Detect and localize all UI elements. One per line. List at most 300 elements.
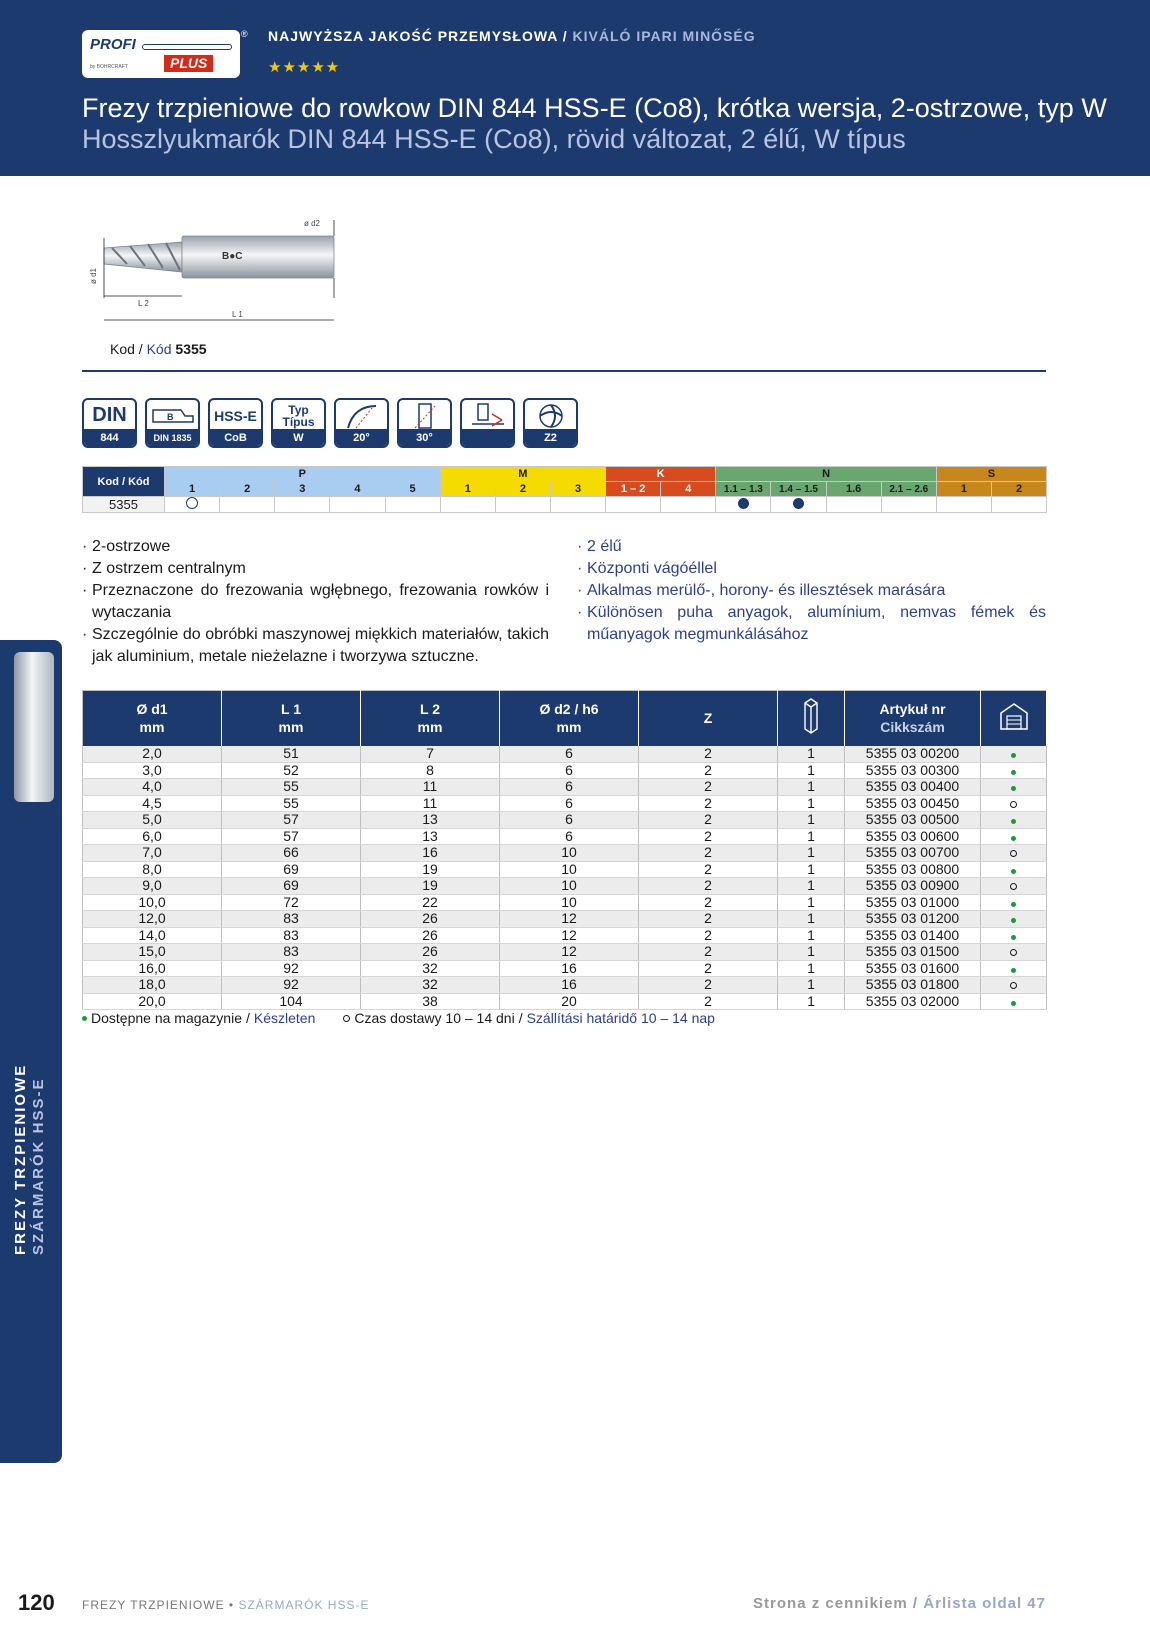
col-l2 [361,691,500,746]
col-stock [981,691,1047,746]
code-label-pl: Kod [110,341,135,357]
cell-d1: 4,5 [83,795,222,812]
cell-d2: 12 [500,927,639,944]
feature-item: · Z ostrzem centralnym [82,558,549,580]
col-d2-label: Ø d2 / h6 [539,701,599,718]
cell-article: 5355 03 01200 [845,911,981,928]
cell-l1: 57 [222,828,361,845]
feature-item: · Szczególnie do obróbki maszynowej miękkich materiałów, takich jak aluminium, metale nieżelazne i tworzywa sztuczne. [82,624,549,668]
col-l2-unit: mm [417,719,443,736]
cell-d1: 7,0 [83,845,222,862]
sub-header: 1 [936,482,991,497]
cell-stock [981,812,1047,829]
flutes-value: Z2 [525,429,576,446]
cell-z: 2 [639,812,778,829]
helix-angle-badge [334,398,389,448]
cell-l1: 55 [222,795,361,812]
cell-d2: 6 [500,828,639,845]
cell-pack: 1 [778,960,845,977]
cell-pack: 1 [778,878,845,895]
col-l1-unit: mm [278,719,304,736]
cell-stock [981,894,1047,911]
page-title-pl: Frezy trzpieniowe do rowkow DIN 844 HSS-E (Co8), krótka wersja, 2-ostrzowe, typ W [82,93,1107,123]
cell-pack: 1 [778,812,845,829]
din-badge-bottom: 844 [84,429,135,446]
cell-d1: 14,0 [83,927,222,944]
cell-pack: 1 [778,828,845,845]
code-label-hu: Kód [146,341,172,357]
end-mill-photo [14,652,54,802]
in-stock-dot-icon [1011,918,1016,923]
cell-d2: 10 [500,878,639,895]
sub-header: 1.6 [826,482,881,497]
tagline-sep: / [557,28,573,44]
shank-badge-bottom: DIN 1835 [147,429,198,446]
section-divider [82,370,1046,372]
logo-plus-text: PLUS [164,55,213,72]
product-code-line [110,341,207,357]
drill-icon [142,44,232,50]
table-row [83,828,1047,845]
suitability-cell [550,497,605,513]
cell-article: 5355 03 00500 [845,812,981,829]
plunge-badge-bottom [462,429,513,446]
cell-pack: 1 [778,762,845,779]
header-banner [0,0,1150,176]
col-d2 [500,691,639,746]
profi-plus-logo [82,30,240,78]
cell-d2: 16 [500,960,639,977]
cell-l2: 38 [361,993,500,1010]
cell-l2: 13 [361,812,500,829]
lead-angle-icon [399,400,450,431]
helix-angle-icon [336,400,387,431]
footer-sep: • [224,1598,239,1612]
cell-d2: 16 [500,977,639,994]
cell-l2: 26 [361,944,500,961]
code-label-sep: / [134,341,147,357]
cell-l1: 92 [222,977,361,994]
cell-l2: 26 [361,927,500,944]
suitability-cell [330,497,385,513]
cell-z: 2 [639,795,778,812]
cell-l2: 16 [361,845,500,862]
cell-z: 2 [639,861,778,878]
feature-item: · Központi vágóéllel [577,558,1046,580]
in-stock-dot-icon [1011,836,1016,841]
feature-item: · 2-ostrzowe [82,536,549,558]
warehouse-icon [999,701,1029,731]
cell-stock [981,911,1047,928]
suitability-cell [716,497,771,513]
cell-stock [981,762,1047,779]
shank-b-icon [147,400,198,431]
tagline [268,28,756,44]
tagline-hu: KIVÁLÓ IPARI MINŐSÉG [572,28,756,44]
material-badge [208,398,263,448]
suitability-cell [936,497,991,513]
cell-d1: 2,0 [83,746,222,763]
cell-article: 5355 03 01400 [845,927,981,944]
in-stock-dot-icon [1011,786,1016,791]
kod-header: Kod / Kód [83,467,165,497]
logo-by-text: by BOHRCRAFT [90,64,128,70]
cell-z: 2 [639,845,778,862]
suitability-cell [495,497,550,513]
legend-sep: / [518,1010,523,1026]
in-stock-dot-icon [1011,1001,1016,1006]
group-n-header: N [716,467,937,482]
table-row [83,762,1047,779]
suitable-dot-icon [793,498,804,509]
suitability-cell [275,497,330,513]
cell-d1: 6,0 [83,828,222,845]
cell-pack: 1 [778,894,845,911]
cell-pack: 1 [778,746,845,763]
sub-header: 2 [495,482,550,497]
suitability-cell [826,497,881,513]
cell-article: 5355 03 00900 [845,878,981,895]
feature-item: · Különösen puha anyagok, alumínium, nemvas fémek és műanyagok megmunkálásához [577,602,1046,646]
page-title-hu: Hosszlyukmarók DIN 844 HSS-E (Co8), rövid változat, 2 élű, W típus [82,124,906,154]
registered-mark: ® [241,29,248,39]
features-list-hu [577,536,1046,646]
cell-l1: 83 [222,944,361,961]
delivery-time-ring-icon [1010,883,1017,890]
cell-stock [981,977,1047,994]
tagline-pl: NAJWYŻSZA JAKOŚĆ PRZEMYSŁOWA [268,28,558,44]
suitability-cell [991,497,1046,513]
table-row [83,993,1047,1010]
label-d2: ø d2 [304,219,321,228]
cell-l1: 69 [222,861,361,878]
price-ref-hu: Árlista oldal 47 [923,1595,1046,1612]
cell-z: 2 [639,746,778,763]
cell-l2: 11 [361,795,500,812]
cell-d2: 10 [500,861,639,878]
suitability-cell [771,497,826,513]
suitability-cell [220,497,275,513]
footer-section-hu: SZÁRMARÓK HSS-E [238,1598,370,1612]
footer-section-pl: FREZY TRZPIENIOWE [82,1598,225,1612]
side-tab-line1: FREZY TRZPIENIOWE [12,1063,29,1255]
cell-l1: 51 [222,746,361,763]
cell-article: 5355 03 01800 [845,977,981,994]
col-l1-label: L 1 [281,701,301,718]
col-pack [778,691,845,746]
cell-stock [981,944,1047,961]
col-l1 [222,691,361,746]
cell-l1: 72 [222,894,361,911]
group-k-header: K [606,467,716,482]
suitability-cell [385,497,440,513]
footer-section [82,1598,369,1612]
col-z: Z [639,691,778,746]
cell-article: 5355 03 00300 [845,762,981,779]
cell-article: 5355 03 01600 [845,960,981,977]
cell-l1: 52 [222,762,361,779]
din-badge [82,398,137,448]
shank-b-label: B [166,411,173,422]
cell-d1: 12,0 [83,911,222,928]
cell-l1: 83 [222,911,361,928]
label-l2: L 2 [138,299,149,308]
cell-z: 2 [639,878,778,895]
legend-out-pl: Czas dostawy 10 – 14 dni [354,1010,515,1026]
cell-d1: 16,0 [83,960,222,977]
cell-l2: 19 [361,861,500,878]
plunge-badge [460,398,515,448]
cell-z: 2 [639,927,778,944]
cell-d2: 12 [500,944,639,961]
cell-l2: 32 [361,960,500,977]
in-stock-dot-icon [1011,902,1016,907]
drawing-brand: B●C [222,251,243,262]
cell-pack: 1 [778,993,845,1010]
cell-pack: 1 [778,795,845,812]
cell-z: 2 [639,911,778,928]
delivery-time-ring-icon [343,1015,350,1022]
sub-header: 2.1 – 2.6 [881,482,936,497]
cell-pack: 1 [778,779,845,796]
features-list-pl [82,536,549,668]
cell-stock [981,993,1047,1010]
cell-d2: 6 [500,779,639,796]
type-badge-bottom: W [273,429,324,446]
side-tab-line2: SZÁRMARÓK HSS-E [30,1077,47,1255]
lead-angle-value: 30° [399,429,450,446]
stock-legend [82,1010,715,1026]
cell-l2: 8 [361,762,500,779]
table-row [83,779,1047,796]
legend-out-hu: Szállítási határidő 10 – 14 nap [526,1010,715,1026]
group-p-header: P [165,467,441,482]
cell-l1: 104 [222,993,361,1010]
type-badge [271,398,326,448]
side-tab-label [12,1064,48,1255]
shank-type-badge [145,398,200,448]
label-d1: ø d1 [89,267,98,284]
cell-l1: 55 [222,779,361,796]
cell-l2: 19 [361,878,500,895]
cell-d1: 20,0 [83,993,222,1010]
cell-l2: 26 [361,911,500,928]
cell-d2: 6 [500,812,639,829]
sub-header: 5 [385,482,440,497]
cell-article: 5355 03 01500 [845,944,981,961]
cell-stock [981,795,1047,812]
cell-l1: 57 [222,812,361,829]
helix-angle-value: 20° [336,429,387,446]
cell-stock [981,878,1047,895]
cell-z: 2 [639,977,778,994]
lead-angle-badge [397,398,452,448]
cell-d2: 6 [500,795,639,812]
col-article-hu: Cikkszám [880,719,945,736]
section-side-tab [0,640,62,1463]
cell-z: 2 [639,993,778,1010]
cell-z: 2 [639,894,778,911]
col-d1-label: Ø d1 [136,701,168,718]
sub-header: 4 [661,482,716,497]
col-d1-unit: mm [139,719,165,736]
flute-cross-section-icon [525,400,576,431]
cell-stock [981,746,1047,763]
cell-stock [981,828,1047,845]
cell-pack: 1 [778,977,845,994]
sub-header: 1 – 2 [606,482,661,497]
in-stock-dot-icon [1011,935,1016,940]
cell-d2: 6 [500,746,639,763]
plunge-milling-icon [462,400,513,431]
delivery-time-ring-icon [1010,949,1017,956]
group-s-header: S [936,467,1046,482]
label-l1: L 1 [232,310,243,319]
cell-article: 5355 03 00400 [845,779,981,796]
cell-l2: 32 [361,977,500,994]
table-row [83,795,1047,812]
material-application-table [82,466,1047,513]
cell-l2: 7 [361,746,500,763]
cell-article: 5355 03 00450 [845,795,981,812]
sub-header: 1.4 – 1.5 [771,482,826,497]
sub-header: 1 [440,482,495,497]
cell-pack: 1 [778,861,845,878]
feature-item: · Przeznaczone do frezowania wgłębnego, frezowania rowków i wytaczania [82,580,549,624]
cell-d1: 10,0 [83,894,222,911]
end-mill-drawing [82,218,382,338]
cell-article: 5355 03 01000 [845,894,981,911]
din-badge-top: DIN [92,404,127,426]
in-stock-dot-icon [82,1016,87,1021]
legend-in-hu: Készleten [253,1010,316,1026]
col-article [845,691,981,746]
table-row [83,845,1047,862]
table-row [83,861,1047,878]
material-badge-bottom: CoB [210,429,261,446]
cell-d2: 20 [500,993,639,1010]
logo-profi-text: PROFI [90,36,136,53]
cell-z: 2 [639,762,778,779]
cell-d1: 18,0 [83,977,222,994]
cell-d2: 12 [500,911,639,928]
cell-pack: 1 [778,911,845,928]
cell-z: 2 [639,828,778,845]
sub-header: 1 [165,482,220,497]
delivery-time-ring-icon [1010,850,1017,857]
suitability-cell [661,497,716,513]
table-row [83,927,1047,944]
sub-header: 1.1 – 1.3 [716,482,771,497]
cell-article: 5355 03 02000 [845,993,981,1010]
legend-sep: / [246,1010,250,1026]
delivery-time-ring-icon [1010,801,1017,808]
cell-l2: 22 [361,894,500,911]
material-code: 5355 [83,497,165,513]
table-row [83,960,1047,977]
cell-pack: 1 [778,944,845,961]
feature-item: · 2 élű [577,536,1046,558]
cell-l1: 92 [222,960,361,977]
spec-badges [82,398,578,448]
delivery-time-ring-icon [1010,982,1017,989]
suitability-cell [606,497,661,513]
product-table [82,690,1047,1010]
cell-d1: 3,0 [83,762,222,779]
page-number: 120 [18,1590,55,1615]
cell-l2: 13 [361,828,500,845]
table-row [83,878,1047,895]
rating-stars: ★★★★★ [268,59,341,76]
cell-stock [981,861,1047,878]
suitability-cell [881,497,936,513]
cell-stock [981,779,1047,796]
cell-d1: 8,0 [83,861,222,878]
in-stock-dot-icon [1011,968,1016,973]
cell-z: 2 [639,779,778,796]
sub-header: 2 [220,482,275,497]
type-badge-top: Typ Típus [282,402,315,429]
suitability-cell [440,497,495,513]
cell-d2: 10 [500,845,639,862]
cell-l1: 69 [222,878,361,895]
cell-pack: 1 [778,927,845,944]
cell-stock [981,845,1047,862]
package-icon [801,697,821,735]
cell-d1: 9,0 [83,878,222,895]
col-d1 [83,691,222,746]
suitable-dot-icon [738,498,749,509]
feature-item: · Alkalmas merülő-, horony- és illesztések marására [577,580,1046,602]
cell-pack: 1 [778,845,845,862]
cell-l2: 11 [361,779,500,796]
sub-header: 3 [550,482,605,497]
cell-article: 5355 03 00800 [845,861,981,878]
price-ref-sep: / [907,1595,924,1612]
price-ref-pl: Strona z cennikiem [753,1595,908,1612]
cell-article: 5355 03 00200 [845,746,981,763]
group-m-header: M [440,467,605,482]
sub-header: 3 [275,482,330,497]
sub-header: 4 [330,482,385,497]
in-stock-dot-icon [1011,869,1016,874]
cell-stock [981,960,1047,977]
col-l2-label: L 2 [420,701,440,718]
conditional-suitability-icon [186,497,198,509]
flutes-badge [523,398,578,448]
sub-header: 2 [991,482,1046,497]
cell-article: 5355 03 00700 [845,845,981,862]
col-article-pl: Artykuł nr [879,701,946,718]
cell-stock [981,927,1047,944]
table-row [83,812,1047,829]
suitability-cell [165,497,220,513]
table-row [83,746,1047,763]
product-code: 5355 [175,341,207,357]
cell-z: 2 [639,944,778,961]
table-row [83,911,1047,928]
in-stock-dot-icon [1011,770,1016,775]
in-stock-dot-icon [1011,753,1016,758]
col-d2-unit: mm [556,719,582,736]
cell-l1: 66 [222,845,361,862]
cell-d1: 15,0 [83,944,222,961]
table-row [83,894,1047,911]
legend-in-pl: Dostępne na magazynie [91,1010,242,1026]
cell-z: 2 [639,960,778,977]
in-stock-dot-icon [1011,819,1016,824]
price-list-reference [753,1595,1046,1612]
